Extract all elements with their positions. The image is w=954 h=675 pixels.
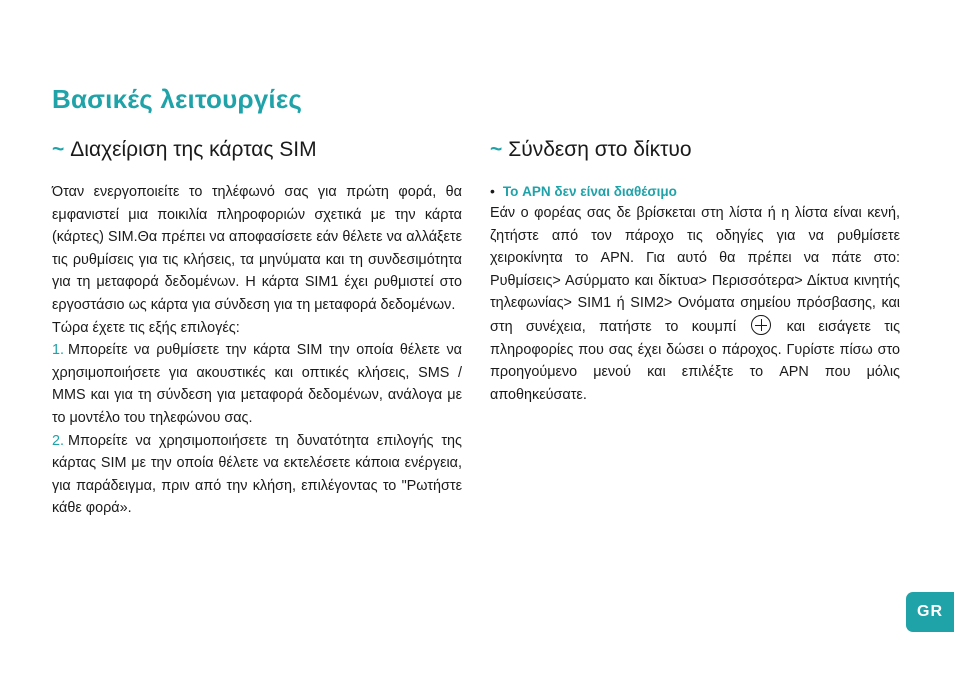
sim-option-1	[52, 339, 462, 429]
bullet-dot: •	[490, 183, 495, 199]
apn-text-before-icon: Εάν ο φορέας σας δε βρίσκεται στη λίστα ή η λίστα είναι κενή, ζητήστε από τον πάροχο τις οδηγίες για να ρυθμίσετε χειροκίνητα το APN. Για αυτό θα πρέπει να πάτε στο: Ρυθμίσεις> Ασύρματο και δίκτυα> Περισσότερα> Δίκτυα κινητής τηλεφωνίας> SIM1 ή SIM2> Ονόματα σημείου πρόσβασης, και στη συνέχεια, πατήστε το κουμπί	[490, 205, 900, 335]
network-section-heading	[490, 137, 900, 181]
option-text: Μπορείτε να ρυθμίσετε την κάρτα SIM την οποία θέλετε να χρησιμοποιήσετε για ακουστικές και οπτικές κλήσεις, SMS / MMS και για τη σύνδεση για μεταφορά δεδομένων, ανάλογα με το μοντέλο του τηλεφώνου σας.	[52, 342, 462, 426]
sim-option-2	[52, 430, 462, 520]
network-heading-text: Σύνδεση στο δίκτυο	[508, 138, 692, 161]
option-number: 2.	[52, 432, 65, 449]
apn-instructions	[490, 202, 900, 406]
sim-card-section	[52, 137, 462, 520]
heading-tilde: ~	[52, 138, 65, 161]
page-title: Βασικές λειτουργίες	[52, 84, 303, 114]
apn-subheading-text: Το APN δεν είναι διαθέσιμο	[502, 184, 677, 199]
sim-section-body	[52, 181, 462, 520]
option-number: 1.	[52, 342, 65, 359]
language-tab: GR	[906, 592, 954, 632]
sim-heading-text: Διαχείριση της κάρτας SIM	[70, 138, 317, 161]
network-section	[490, 137, 900, 406]
sim-intro-paragraph: Όταν ενεργοποιείτε το τηλέφωνό σας για πρώτη φορά, θα εμφανιστεί μια ποικιλία πληροφοριών σχετικά με την κάρτα (κάρτες) SIM.Θα πρέπει να αποφασίσετε εάν θέλετε να αλλάξετε τις ρυθμίσεις για τις κλήσεις, τα μηνύματα και τη συνδεσιμότητα για τη μεταφορά δεδομένων. Η κάρτα SIM1 έχει ρυθμιστεί στο εργοστάσιο ως κάρτα για σύνδεση για τη μεταφορά δεδομένων.	[52, 184, 462, 313]
apn-subheading	[490, 181, 900, 202]
sim-options-lead: Τώρα έχετε τις εξής επιλογές:	[52, 319, 240, 336]
option-text: Μπορείτε να χρησιμοποιήσετε τη δυνατότητα επιλογής της κάρτας SIM με την οποία θέλετε να εκτελέσετε κάποια ενέργεια, για παράδειγμα, πριν από την κλήση, επιλέγοντας το "Ρωτήστε κάθε φορά».	[52, 432, 462, 517]
plus-circle-icon	[751, 315, 771, 335]
apn-text-after-icon: και εισάγετε τις πληροφορίες που σας έχει δώσει ο πάροχος. Γυρίστε πίσω στο προηγούμενο μενού και επιλέξτε το APN που μόλις αποθηκεύσατε.	[490, 318, 901, 403]
sim-section-heading	[52, 137, 462, 181]
heading-tilde: ~	[490, 138, 503, 161]
